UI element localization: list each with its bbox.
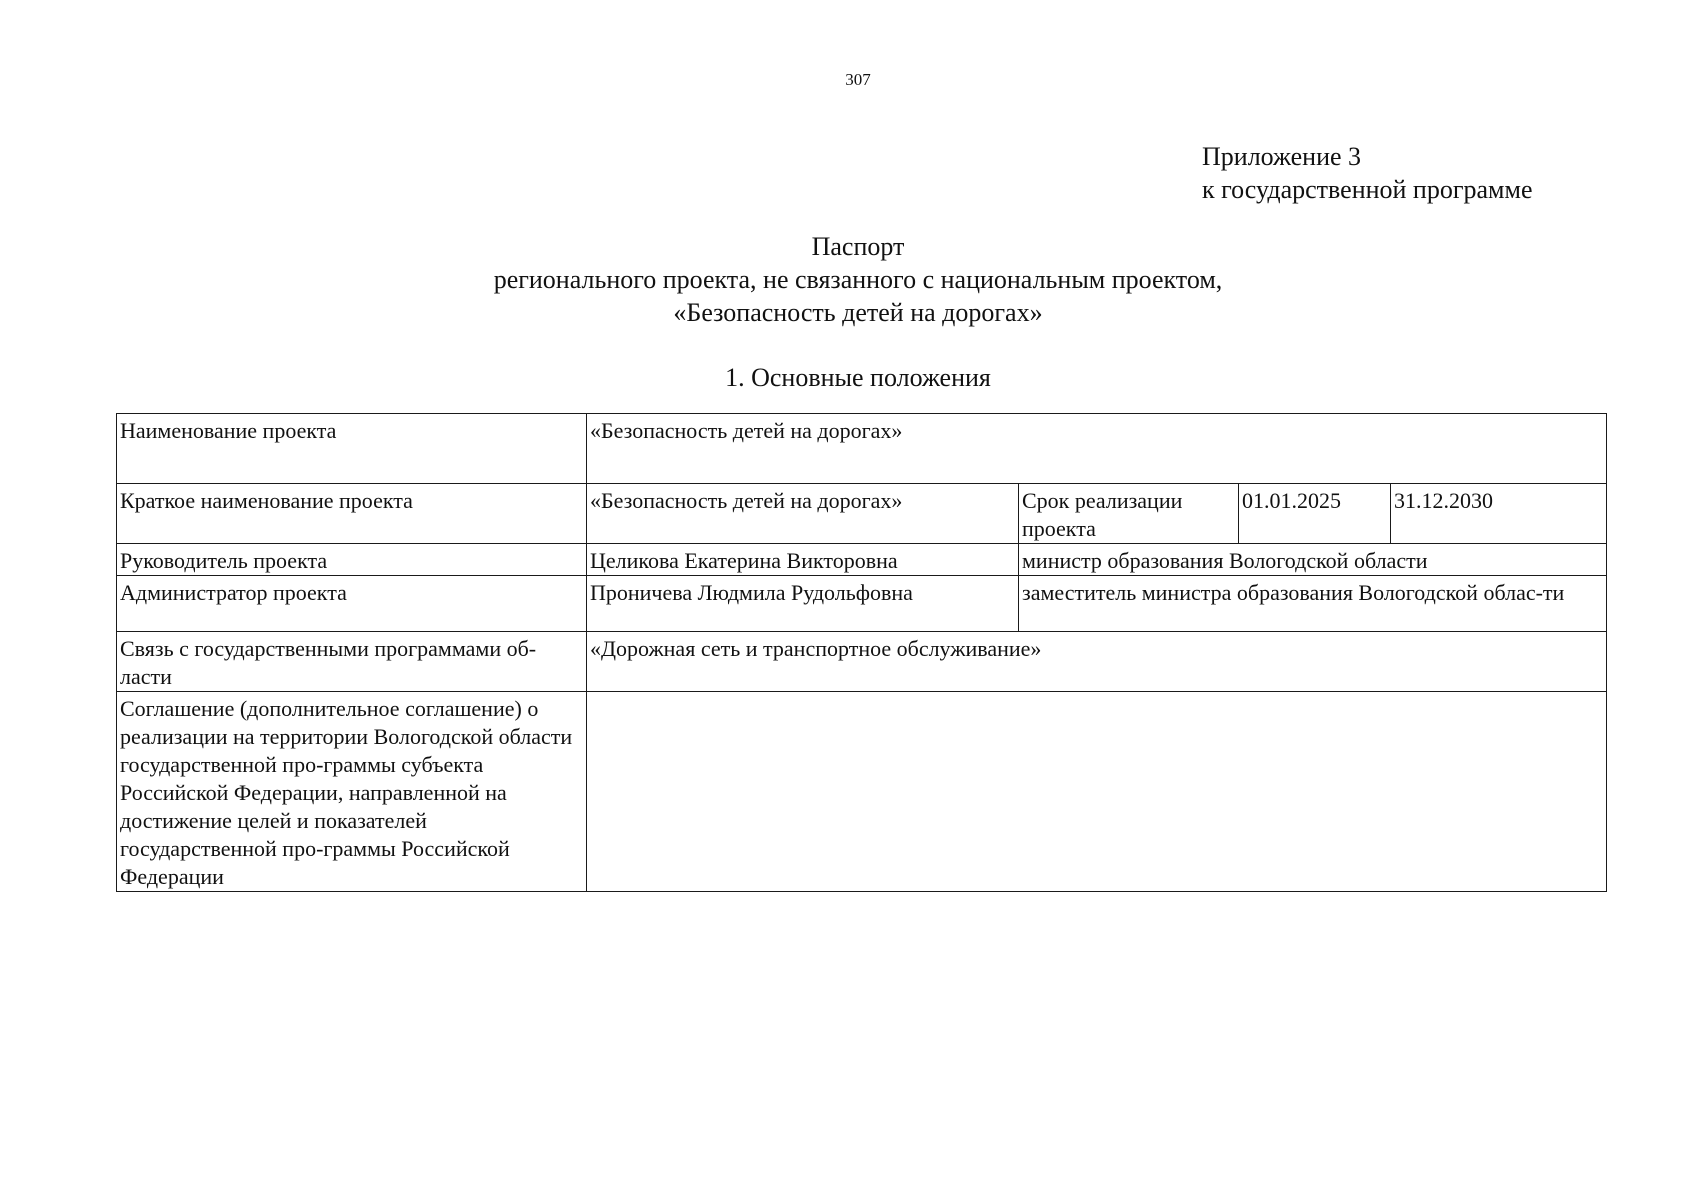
table-row <box>117 576 1607 632</box>
page-number: 307 <box>845 70 871 89</box>
admin-label: Администратор проекта <box>117 576 587 632</box>
document-title <box>0 230 1697 329</box>
head-label: Руководитель проекта <box>117 544 587 576</box>
title-line-3: «Безопасность детей на дорогах» <box>673 298 1043 327</box>
appendix-note <box>1202 140 1533 206</box>
programs-value: «Дорожная сеть и транспортное обслуживание» <box>587 632 1607 692</box>
head-name: Целикова Екатерина Викторовна <box>587 544 1019 576</box>
table-row <box>117 632 1607 692</box>
table-row <box>117 544 1607 576</box>
table-row <box>117 692 1607 892</box>
admin-position: заместитель министра образования Вологодской облас-ти <box>1019 576 1607 632</box>
agreement-value <box>587 692 1607 892</box>
table-row <box>117 484 1607 544</box>
project-name-label: Наименование проекта <box>117 414 587 484</box>
passport-table <box>116 413 1607 892</box>
admin-name: Проничева Людмила Рудольфовна <box>587 576 1019 632</box>
short-name-label: Краткое наименование проекта <box>117 484 587 544</box>
programs-label: Связь с государственными программами об-ласти <box>117 632 587 692</box>
appendix-line-1: Приложение 3 <box>1202 142 1362 171</box>
project-name-value: «Безопасность детей на дорогах» <box>587 414 1607 484</box>
title-line-2: регионального проекта, не связанного с национальным проектом, <box>493 265 1223 294</box>
appendix-line-2: к государственной программе <box>1202 175 1533 204</box>
title-line-1: Паспорт <box>811 232 905 261</box>
term-start: 01.01.2025 <box>1239 484 1391 544</box>
agreement-label: Соглашение (дополнительное соглашение) о реализации на территории Вологодской области государственной про-граммы субъекта Российской Федерации, направленной на достижение целей и показателей государственной про-граммы Российской Федерации <box>117 692 587 892</box>
section-title: 1. Основные положения <box>725 363 991 392</box>
term-label: Срок реализации проекта <box>1019 484 1239 544</box>
short-name-value: «Безопасность детей на дорогах» <box>587 484 1019 544</box>
head-position: министр образования Вологодской области <box>1019 544 1607 576</box>
table-row <box>117 414 1607 484</box>
term-end: 31.12.2030 <box>1391 484 1607 544</box>
